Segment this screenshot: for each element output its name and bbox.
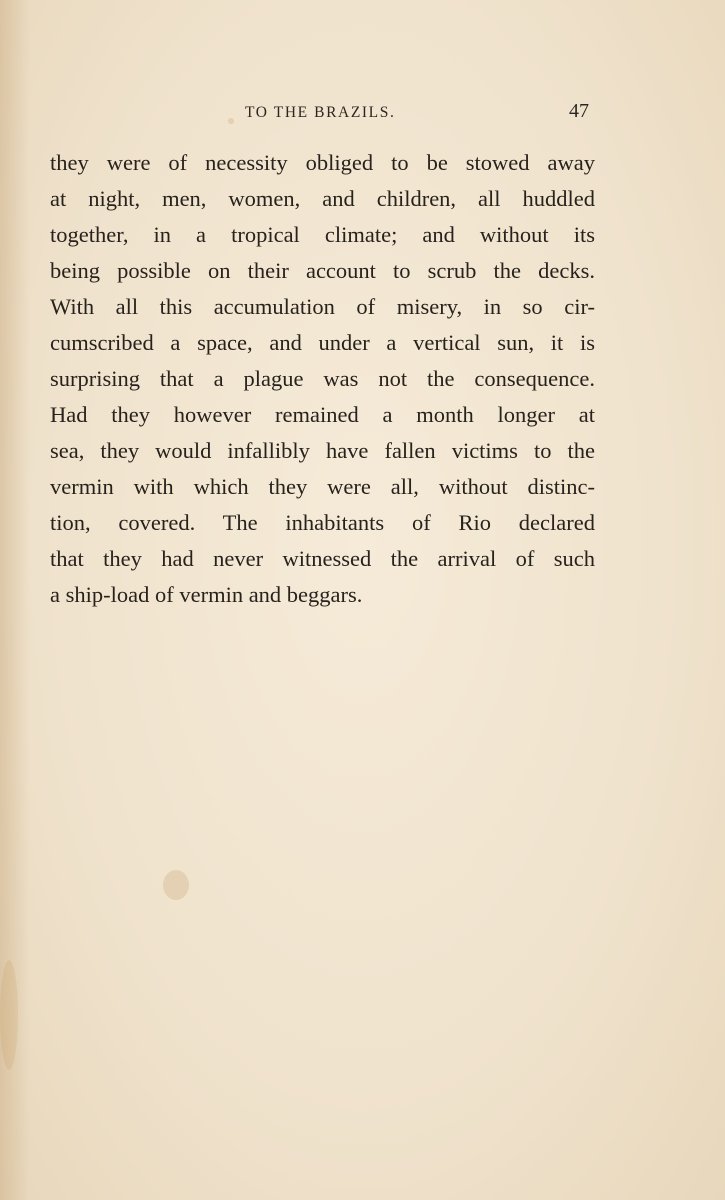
foxing-spot <box>0 960 18 1070</box>
text-line: a ship-load of vermin and beggars. <box>50 582 363 607</box>
text-line: together, in a tropical climate; and without its <box>50 222 595 247</box>
body-text <box>50 145 595 613</box>
text-line: With all this accumulation of misery, in so cir- <box>50 294 595 319</box>
text-line: that they had never witnessed the arrival of such <box>50 546 595 571</box>
text-line: vermin with which they were all, without distinc- <box>50 474 595 499</box>
show-through-text <box>60 610 620 1130</box>
running-head-title: TO THE BRAZILS. <box>245 104 396 121</box>
text-line: Had they however remained a month longer at <box>50 402 595 427</box>
page-number: 47 <box>569 100 589 122</box>
text-line: being possible on their account to scrub the decks. <box>50 258 595 283</box>
running-head <box>0 100 725 130</box>
text-line: they were of necessity obliged to be stowed away <box>50 150 595 175</box>
text-line: surprising that a plague was not the consequence. <box>50 366 595 391</box>
text-line: at night, men, women, and children, all huddled <box>50 186 595 211</box>
text-line: tion, covered. The inhabitants of Rio declared <box>50 510 595 535</box>
text-line: sea, they would infallibly have fallen victims to the <box>50 438 595 463</box>
text-line: cumscribed a space, and under a vertical sun, it is <box>50 330 595 355</box>
